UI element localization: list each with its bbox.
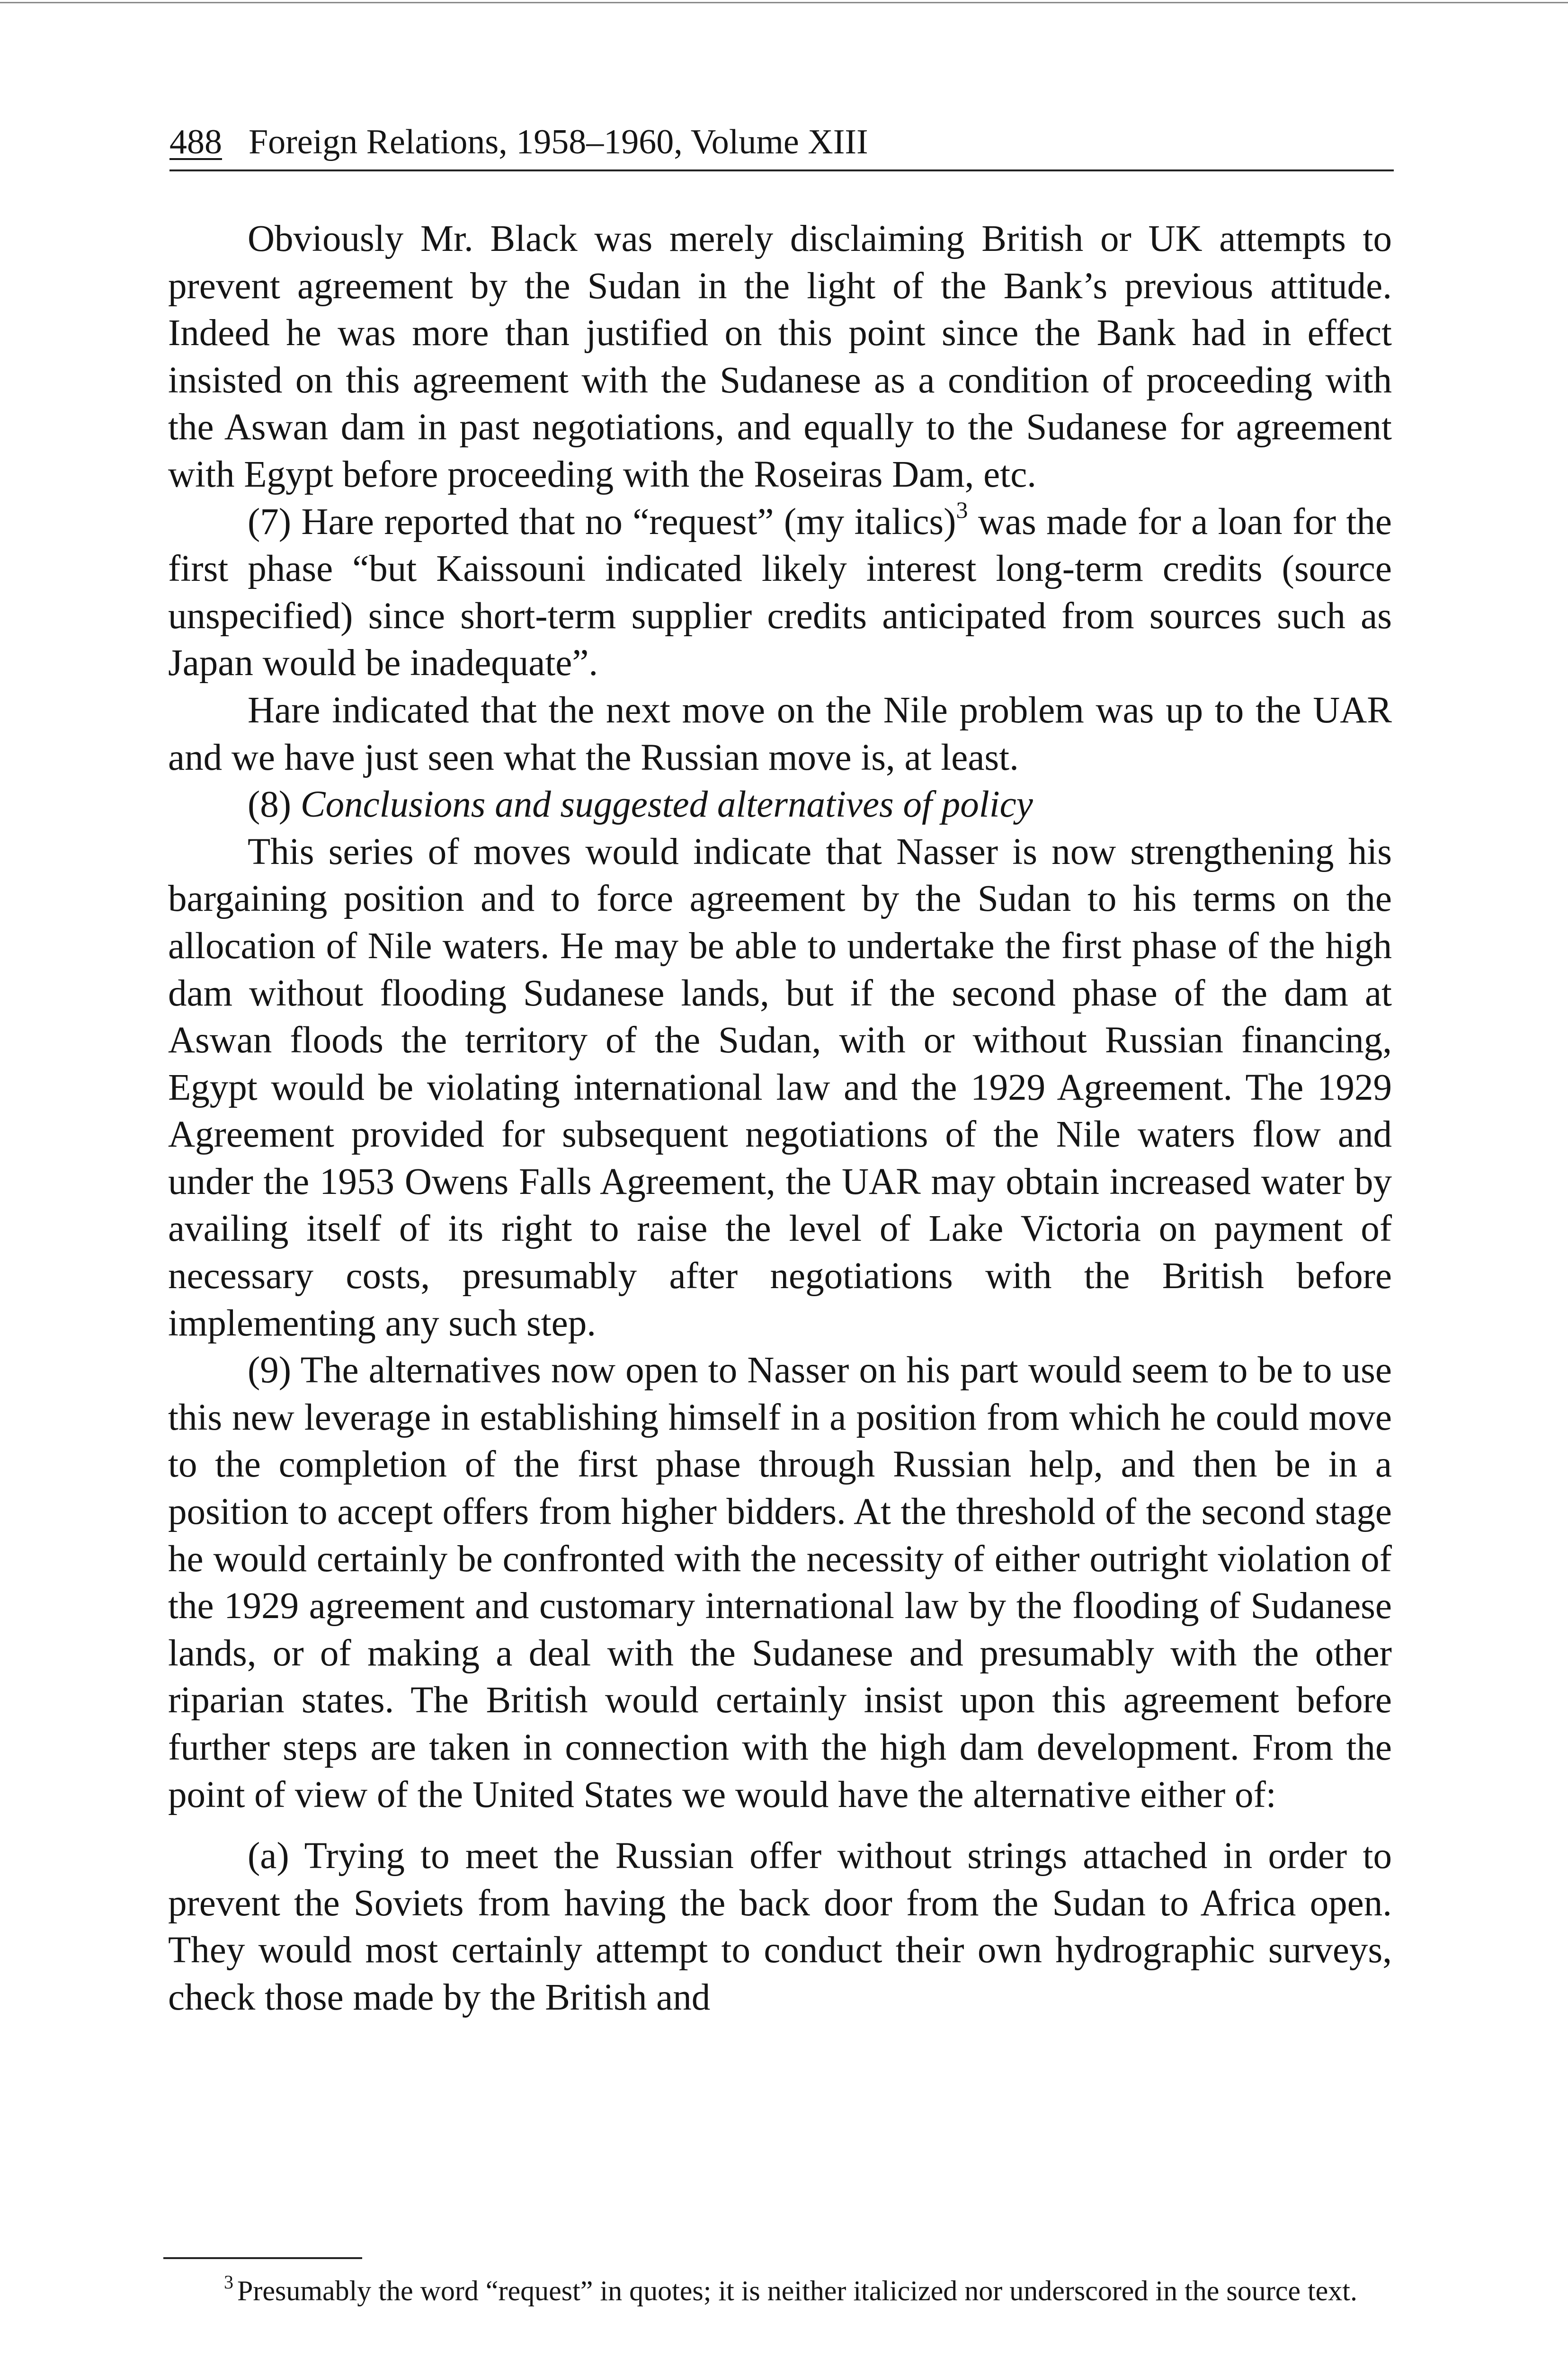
paragraph-black-disclaimer: Obviously Mr. Black was merely disclaiming British or UK attempts to prevent agreement by the Sudan in the light of the Bank’s previous attitude. Indeed he was more than justified on this point since the Bank had in effect insisted on this agreement with the Sudanese as a condition of proceeding with the Aswan dam in past negotiations, and equally to the Sudanese for agreement with Egypt before proceeding with the Roseiras Dam, etc.	[168, 218, 1392, 495]
paragraph-9-alternatives: (9) The alternatives now open to Nasser on his part would seem to be to use this new leverage in establishing himself in a position from which he could move to the completion of the first phase through Russian help, and then be in a position to accept offers from higher bidders. At the threshold of the second stage he would certainly be confronted with the necessity of either outright violation of the 1929 agreement and customary international law by the flooding of Sudanese lands, or of making a deal with the Sudanese and presumably with the other riparian states. The British would certainly insist upon this agreement before further steps are taken in connection with the high dam development. From the point of view of the United States we would have the alternative either of:	[168, 1350, 1392, 1815]
volume-title: Foreign Relations, 1958–1960, Volume XIII	[249, 123, 868, 161]
section-8-heading	[168, 781, 1392, 828]
page-number: 488	[169, 123, 222, 161]
paragraph-a-russian-offer: (a) Trying to meet the Russian offer without strings attached in order to prevent the Soviets from having the back door from the Sudan to Africa open. They would most certainly attempt to conduct their own hydrographic surveys, check those made by the British and	[168, 1835, 1392, 2018]
footnote-number: 3	[224, 2271, 233, 2293]
footnote-separator	[163, 2257, 362, 2259]
paragraph-nasser-moves: This series of moves would indicate that Nasser is now strengthening his bargaining position and to force agreement by the Sudan to his terms on the allocation of Nile waters. He may be able to undertake the first phase of the high dam without flooding Sudanese lands, but if the second phase of the dam at Aswan floods the territory of the Sudan, with or without Russian financing, Egypt would be violating international law and the 1929 Agreement. The 1929 Agreement provided for subsequent negotiations of the Nile waters flow and under the 1953 Owens Falls Agreement, the UAR may obtain increased water by availing itself of its right to raise the level of Lake Victoria on payment of necessary costs, presumably after negotiations with the British before implementing any such step.	[168, 831, 1392, 1344]
running-head	[169, 118, 1394, 171]
footnote-3	[163, 2273, 1392, 2309]
paragraph-7-hare-report	[168, 498, 1392, 687]
section-8-number: (8)	[248, 784, 301, 826]
paragraph-7-text-end: was made for a loan for the first phase “but Kaissouni indicated likely interest long-term credits (source unspecified) since short-term supplier credits anticipated from sources such as Japan would be inadequate”.	[168, 501, 1392, 684]
top-edge-rule	[0, 2, 1568, 3]
paragraph-7-text-start: (7) Hare reported that no “request” (my italics)	[248, 501, 956, 543]
body-text	[168, 215, 1392, 2021]
footnote-reference-3: 3	[956, 497, 968, 524]
paragraph-next-move: Hare indicated that the next move on the Nile problem was up to the UAR and we have just seen what the Russian move is, at least.	[168, 689, 1392, 778]
footnote-text: Presumably the word “request” in quotes; it is neither italicized nor underscored in the source text.	[237, 2275, 1357, 2306]
section-8-title: Conclusions and suggested alternatives of policy	[300, 784, 1033, 826]
